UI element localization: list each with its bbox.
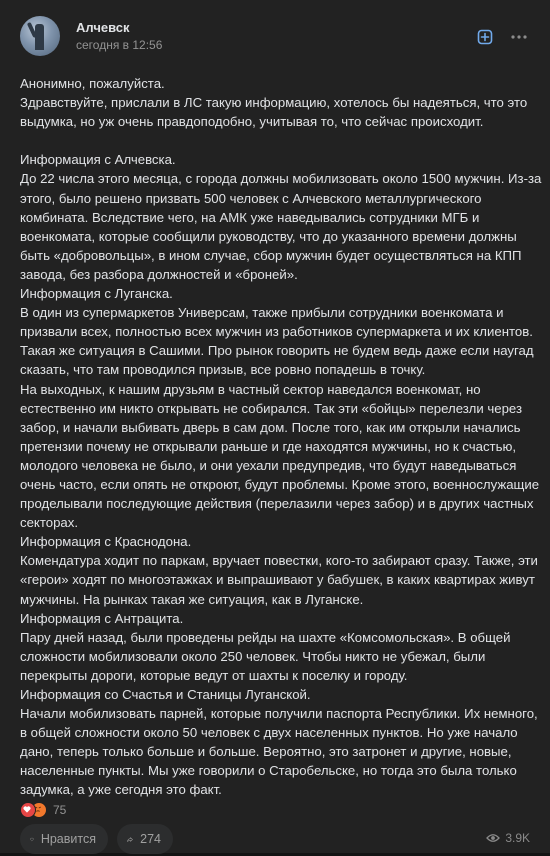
heart-outline-icon [30, 832, 34, 847]
avatar-statue-shape [35, 24, 44, 50]
post-header [20, 14, 530, 58]
post-text-line: Информация со Счастья и Станицы Луганской. [20, 687, 311, 702]
views-counter [486, 831, 530, 845]
post-text-line: завода, без разбора должностей и «броней». [20, 266, 298, 282]
post-text-line: Начали мобилизовать парней, которые получили паспорта Республики. Их немного, [20, 706, 538, 722]
group-name[interactable]: Алчевск [76, 20, 130, 35]
post-text-line: Пару дней назад, были проведены рейды на шахте «Комсомольская». В общей [20, 629, 511, 645]
post-text-line: Информация с Луганска. [20, 286, 173, 302]
reactions-count: 75 [53, 803, 67, 817]
post-text-line: Информация с Алчевска. [20, 152, 176, 168]
post-text-line: На выходных, к нашим друзьям в частный сектор наведался военкомат, но [20, 381, 481, 397]
post-text-line: этого, было решено призвать 500 человек с Алчевского металлургического [20, 190, 482, 206]
more-horizontal-icon[interactable] [508, 26, 530, 48]
views-count: 3.9K [505, 831, 530, 845]
heart-icon [20, 802, 36, 818]
post-text-line: естественно им никто открывать не собирался. Так эти «бойцы» перелезли через [20, 400, 522, 416]
plus-square-icon[interactable] [474, 26, 496, 48]
post-text-line: «герои» ходят по многоэтажках и выпрашивают у бабушек, в каких квартирах живут [20, 572, 535, 588]
post-text-line: сказать, что там проводился призыв, все ровно попадешь в точку. [20, 362, 426, 378]
post-text-line: Комендатура ходит по паркам, вручает повестки, кого-то забирают сразу. Также, эти [20, 553, 538, 569]
post-text [20, 74, 542, 800]
reactions-bar[interactable] [20, 801, 66, 819]
post-text-line: Анонимно, пожалуйста. [20, 76, 165, 91]
post-text-line: забор, и начали выбивать дверь в сам дом. После того, как им открыли начались [20, 419, 521, 435]
like-label: Нравится [40, 832, 96, 846]
post-text-line: сложности мобилизовали около 250 человек. Чтобы никто не убежал, были [20, 648, 486, 664]
post-text-line: перекрыты дороги, которые ведут от шахты к поселку и городу. [20, 667, 408, 683]
post-text-line: выдумка, но уж очень правдоподобно, учитывая то, что сейчас происходит. [20, 114, 484, 130]
post-text-line: Информация с Краснодона. [20, 534, 192, 550]
share-button[interactable] [117, 824, 173, 854]
like-button[interactable] [20, 824, 108, 854]
post-text-line: претензии почему не открывали раньше и где находятся мужчины, но к счастью, [20, 438, 517, 454]
post-text-line [20, 131, 532, 150]
post-text-line: военкомата, которые сообщили руководству, что до указанного времени должны [20, 228, 517, 244]
post-text-line: Такая же ситуация в Сашими. Про рынок говорить не будем ведь даже если наугад [20, 343, 534, 359]
post-actions [20, 824, 530, 856]
post-text-line: в общей сложности около 50 человек с двух населенных пунктов. Но уже начало [20, 725, 518, 741]
post-text-line: задумка, а уже сегодня это факт. [20, 782, 222, 798]
share-count: 274 [140, 832, 161, 846]
post-text-line: Здравствуйте, прислали в ЛС такую информацию, хотелось бы надеяться, что это [20, 95, 528, 111]
post-text-line: До 22 числа этого месяца, с города должны мобилизовать около 1500 мужчин. Из-за [20, 171, 542, 187]
post-text-line: молодого человека не было, и они уехали предупредив, что будут наведываться [20, 457, 517, 473]
post-text-line: Информация с Антрацита. [20, 610, 184, 626]
eye-icon [486, 833, 500, 843]
post-text-line: населенные пункты. Мы уже говорили о Старобельске, но тогда это была только [20, 763, 517, 779]
post-text-line: секторах. [20, 515, 78, 531]
post-text-line: мужчины. На рынках такая же ситуация, как в Луганске. [20, 591, 364, 607]
post-time[interactable]: сегодня в 12:56 [76, 38, 163, 52]
post-text-line: В один из супермаркетов Универсам, также прибыли сотрудники военкомата и [20, 305, 504, 321]
post-text-line: проделывали последующие действия (перелазили через забор) и в других частных [20, 496, 534, 512]
post-text-line: очень часто, если опять не откроют, будут проблемы. Кроме этого, военнослужащие [20, 476, 540, 492]
post-text-line: комбината. Вследствие чего, на АМК уже наведывались сотрудники МГБ и [20, 209, 480, 225]
post-text-line: дано, теперь только больше и больше. Вероятно, это затронет и другие, новые, [20, 744, 512, 760]
group-avatar[interactable] [20, 16, 60, 56]
share-icon [127, 832, 133, 847]
post-text-line: призвали всех, полностью всех мужчин из работников супермаркета и их клиентов. [20, 324, 533, 340]
post-text-line: быть «добровольцы», в ином случае, сбор мужчин будет осуществляться на КПП [20, 247, 522, 263]
